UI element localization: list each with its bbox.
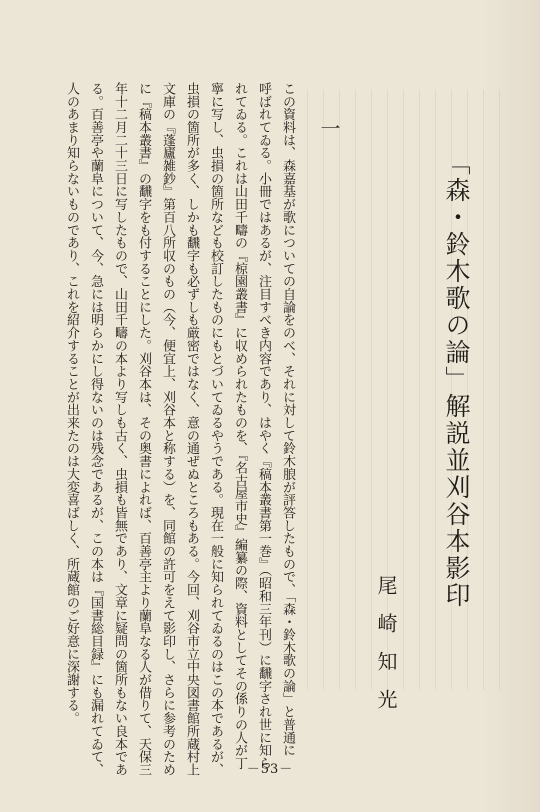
body-line: 年十二月二十三日に写したもので、山田千疇の本より写しも古く、虫損も皆無であり、文章に疑問の箇所もない良本であ [112, 82, 127, 776]
body-line: この資料は、森嘉基が歌についての自論をのべ、それに対して鈴木朖が評答したもので、「森・鈴木歌の論」と普通に [280, 82, 295, 757]
article-title: 「森・鈴木歌の論」解説並刈谷本影印 [442, 150, 471, 609]
section-number: 一 [317, 118, 341, 138]
body-line: る。百善亭や蘭阜について、今、急には明らかにし得ないのは残念であるが、この本は『国書総目録』にも漏れてゐて、 [88, 82, 103, 776]
page-number: －53－ [246, 762, 294, 777]
body-line: れてゐる。これは山田千疇の『椋園叢書』に収められたものを、『名古屋市史』編纂の際、資料としてその係りの人が丁 [232, 82, 247, 770]
body-line: 人のあまり知らないものであり、これを紹介することが出来たのは大変喜ばしく、所蔵館のご好意に深謝する。 [64, 82, 79, 725]
body-line: に『稿本叢書』の飜字をも付することにした。刈谷本は、その奥書によれば、百善亭主より蘭阜なる人が借りて、天保三 [136, 82, 151, 776]
body-line: 文庫の『蓬廬雑鈔』第百八所収のもの（今、便宜上、刈谷本と称する）を、同館の許可をえて影印し、さらに参考のため [160, 82, 175, 776]
author-name: 尾崎知光 [374, 575, 398, 727]
body-line: 寧に写し、虫損の箇所なども校訂したものにもとづいてゐるやうである。現在一般に知られてゐるのはこの本であるが、 [208, 82, 223, 776]
body-line: 呼ばれてゐる。小冊ではあるが、注目すべき内容であり、はやく『稿本叢書第一巻』（昭和三年刊）に飜字され世に知ら [256, 82, 271, 770]
body-line: 虫損の箇所が多く、しかも飜字も必ずしも厳密ではなく、意の通ぜぬところもある。今回、刈谷市立中央図書館所蔵村上 [184, 82, 199, 776]
